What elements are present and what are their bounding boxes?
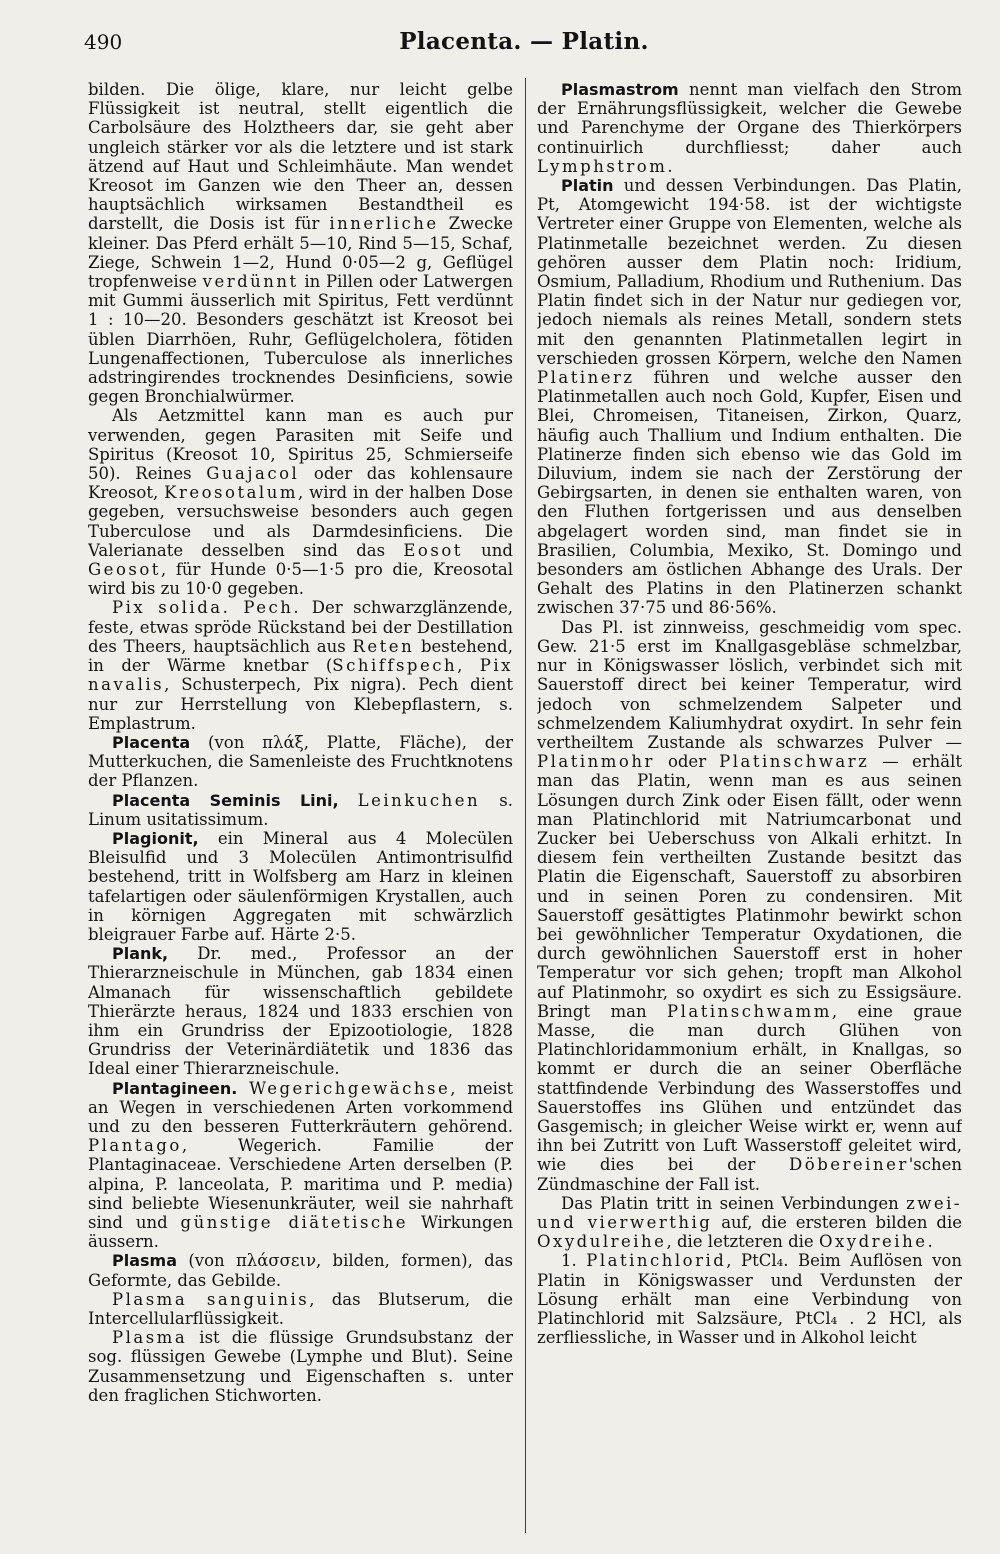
- spaced-term: Pix navalis: [88, 656, 513, 695]
- spaced-term: Plasma: [112, 1328, 188, 1348]
- text-run: ,: [457, 656, 480, 676]
- headword: Platin: [561, 176, 614, 196]
- text-run: (von πλάξ, Platte, Fläche), der Mutterkuchen, die Samenleiste des Fruchtknotens der Pflanzen.: [88, 732, 513, 791]
- text-run: .: [927, 1232, 933, 1252]
- paragraph: [537, 176, 962, 618]
- spaced-term: Platinerz: [537, 368, 635, 388]
- text-run: ist die flüssige Grundsubstanz der sog. flüssigen Gewebe (Lymphe und Blut). Seine Zusammensetzung und Eigenschaften s. unter den fraglichen Stichworten.: [88, 1328, 513, 1405]
- text-run: in Pillen oder Latwergen mit Gummi äusserlich mit Spiritus, Fett verdünnt 1 : 10—20. Besonders geschätzt ist Kreosot bei üblen Diarrhöen, Ruhr, Geflügelcholera, fötiden Lungenaffectionen, Tuberculose als innerliches adstringirendes trocknendes Desinficiens, sowie gegen Bronchialwürmer.: [88, 272, 513, 407]
- paragraph: [537, 1194, 962, 1252]
- text-run: [237, 1079, 249, 1098]
- text-run: Das Pl. ist zinnweiss, geschmeidig vom spec. Gew. 21·5 erst im Knallgasgebläse schmelzbar, nur in Königswasser löslich, verbindet sich mit Sauerstoff direct bei keiner Temperatur, wird jedoch von schmelzendem Salpeter und schmelzendem Kaliumhydrat oxydirt. In sehr fein vertheiltem Zustande als schwarzes Pulver —: [537, 617, 962, 752]
- spaced-term: Plasma sanguinis: [112, 1289, 310, 1309]
- spaced-term: Guajacol: [206, 464, 300, 484]
- paragraph: [88, 1251, 513, 1289]
- text-run: bestehend, in der Wärme knetbar (: [88, 636, 513, 676]
- text-run: führen und welche ausser den Platinmetallen auch noch Gold, Kupfer, Eisen und Blei, Chromeisen, Titaneisen, Zirkon, Quarz, häufig auch Thallium und Indium enthalten. Die Platinerze finden sich ebenso wie das Gold im Diluvium, indem sie nach der Zerstörung der Gebirgsarten, in denen sie enthalten waren, von den Fluthen fortgerissen und aus denselben abgelagert worden sind, man findet sie in Brasilien, Columbia, Mexiko, St. Domingo und besonders am östlichen Abhange des Urals. Der Gehalt des Platins in den Platinerzen schankt zwischen 37·75 und 86·56%.: [537, 368, 962, 618]
- headword: Plank,: [112, 944, 169, 964]
- spaced-term: Lymphstrom: [537, 156, 668, 176]
- text-run: , die letzteren die: [666, 1232, 819, 1252]
- left-column: [88, 80, 513, 1540]
- spaced-term: Oxydreihe: [818, 1232, 928, 1252]
- text-run: [339, 791, 358, 810]
- spaced-term: Eosot: [403, 540, 463, 560]
- paragraph: [88, 791, 513, 829]
- spaced-term: Reten: [352, 636, 415, 656]
- text-run: (von πλάσσειν, bilden, formen), das Geformte, das Gebilde.: [88, 1251, 513, 1290]
- text-run: ein Mineral aus 4 Molecülen Bleisulfid und 3 Molecülen Antimontrisulfid bestehend, tritt in Wolfsberg am Harz in kleinen tafelartigen oder säulenförmigen Krystallen, auch in körnigen Aggregaten mit schwärzlich bleigrauer Farbe auf. Härte 2·5.: [88, 828, 513, 944]
- paragraph: [88, 1079, 513, 1252]
- text-run: oder das kohlensaure Kreosot,: [88, 464, 513, 503]
- text-run: Dr. med., Professor an der Thierarzneischule in München, gab 1834 einen Almanach für wissenschaftlich gebildete Thierärzte heraus, 1824 und 1833 erschien von ihm ein Grundriss der Epizootiologie, 1828 Grundriss der Veterinärdiätetik und 1836 das Ideal einer Thierarzneischule.: [88, 944, 513, 1079]
- text-run: , wird in der halben Dose gegeben, versuchsweise besonders auch gegen Tuberculose und als Darmdesinficiens. Die Valerianate desselben sind das: [88, 483, 513, 560]
- text-run: , PtCl₄. Beim Auflösen von Platin in Königswasser und Verdunsten der Lösung erhält man eine Verbindung von Platinchlorid mit Salzsäure, PtCl₄ . 2 HCl, als zerfliessliche, in Wasser und in Alkohol leicht: [537, 1251, 962, 1348]
- text-run: , meist an Wegen in verschiedenen Arten vorkommend und zu den besseren Futterkräutern gehörend.: [88, 1078, 513, 1136]
- spaced-term: günstige diätetische: [180, 1212, 409, 1232]
- text-run: 1.: [561, 1251, 587, 1271]
- paragraph: [537, 618, 962, 1194]
- text-run: , für Hunde 0·5—1·5 pro die, Kreosotal wird bis zu 10·0 gegeben.: [88, 560, 513, 599]
- text-run: , eine graue Masse, die man durch Glühen von Platinchloridammonium erhält, in Knallgas, so kommt er durch die an seiner Oberfläche stattfindende Verbindung des Wasserstoffes und Sauerstoffes ins Glühen und entzündet das Gasgemisch; in gleicher Weise wirkt er, wenn auf ihn bei Zutritt von Luft Wasserstoff geleitet wird, wie dies bei der: [537, 1001, 962, 1175]
- text-run: Wirkungen äussern.: [88, 1212, 513, 1252]
- headword: Placenta Seminis Lini,: [112, 790, 339, 810]
- text-run: Das Platin tritt in seinen Verbindungen: [561, 1193, 907, 1213]
- text-run: bilden. Die ölige, klare, nur leicht gelbe Flüssigkeit ist neutral, stellt eigentlich die Carbolsäure des Holztheers dar, sie geht aber ungleich stärker vor als die letztere und ist stark ätzend auf Haut und Schleimhäute. Man wendet Kreosot im Ganzen wie den Theer an, dessen hauptsächlich wirksamen Bestandtheil es darstellt, die Dosis ist für: [88, 80, 513, 234]
- spaced-term: Platinschwarz: [719, 752, 870, 772]
- text-run: , Wegerich. Familie der Plantaginaceae. Verschiedene Arten derselben (P. alpina, P. lanceolata, P. maritima und P. media) sind beliebte Wiesenunkräuter, weil sie nahrhaft sind und: [88, 1136, 513, 1232]
- spaced-term: Geosot: [88, 560, 161, 580]
- headword: Plantagineen.: [112, 1078, 238, 1098]
- spaced-term: Wegerichgewächse: [249, 1078, 451, 1098]
- text-run: und dessen Verbindungen. Das Platin, Pt, Atomgewicht 194·58. ist der wichtigste Vertreter einer Gruppe von Elementen, welche als Platinmetalle bezeichnet werden. Zu diesen gehören ausser dem Platin noch: Iridium, Osmium, Palladium, Rhodium und Ruthenium. Das Platin findet sich in der Natur nur gediegen vor, jedoch niemals als reines Metall, sondern stets mit den genannten Platinmetallen legirt in verschieden grossen Körpern, welche den Namen: [537, 176, 962, 368]
- text-run: Zwecke kleiner. Das Pferd erhält 5—10, Rind 5—15, Schaf, Ziege, Schwein 1—2, Hund 0·05—2 g, Geflügel tropfenweise: [88, 214, 513, 292]
- paragraph: [88, 944, 513, 1078]
- text-run: oder: [654, 752, 720, 772]
- right-column: [537, 80, 962, 1540]
- headword: Plasma: [112, 1251, 177, 1271]
- spaced-term: Pix solida. Pech.: [112, 598, 302, 618]
- text-run: und: [462, 540, 513, 560]
- paragraph: [537, 1251, 962, 1347]
- spaced-term: Platinchlorid: [586, 1251, 727, 1271]
- spaced-term: Schiffspech: [332, 656, 458, 676]
- text-run: Der schwarzglänzende, feste, etwas spröde Rückstand bei der Destillation des Theers, hauptsächlich aus: [88, 598, 513, 656]
- paragraph: [88, 829, 513, 944]
- paragraph: [88, 406, 513, 598]
- spaced-term: Oxydulreihe: [537, 1232, 667, 1252]
- text-run: .: [667, 156, 673, 176]
- spaced-term: zwei- und vierwerthig: [537, 1193, 962, 1232]
- text-run: nennt man vielfach den Strom der Ernährungsflüssigkeit, welcher die Gewebe und Parenchyme der Organe des Thierkörpers continuirlich durchfliesst; daher auch: [537, 80, 962, 157]
- headword: Placenta: [112, 732, 191, 752]
- running-title: Placenta. — Platin.: [399, 28, 649, 55]
- paragraph: [88, 733, 513, 791]
- text-run: 'schen Zündmaschine der Fall ist.: [537, 1155, 962, 1194]
- text-run: — erhält man das Platin, wenn man es aus seinen Lösungen durch Zink oder Eisen fällt, oder wenn man Platinchlorid mit Natriumcarbonat und Zucker bei Ueberschuss von Alkali erhitzt. In diesem fein vertheilten Zustande besitzt das Platin die Eigenschaft, Sauerstoff zu absorbiren und in seinen Poren zu condensiren. Mit Sauerstoff gesättigtes Platinmohr bewirkt schon bei gewöhnlicher Temperatur Oxydationen, die durch gewöhnlichen Sauerstoff erst in hoher Temperatur vor sich gehen; tropft man Alkohol auf Platinmohr, so oxydirt es sich zu Essigsäure. Bringt man: [537, 752, 962, 1021]
- page-header: [84, 24, 964, 60]
- headword: Plasmastrom: [561, 80, 679, 99]
- spaced-term: innerliche: [329, 214, 439, 234]
- paragraph: [88, 1328, 513, 1405]
- text-run: , Schusterpech, Pix nigra). Pech dient nur zur Herrstellung von Klebepflastern, s. Emplastrum.: [88, 675, 513, 733]
- paragraph: [537, 80, 962, 176]
- text-run: auf, die ersteren bilden die: [712, 1212, 962, 1232]
- spaced-term: Leinkuchen: [357, 790, 481, 810]
- text-run: , das Blutserum, die Intercellularflüssigkeit.: [88, 1289, 513, 1328]
- paragraph: [88, 1290, 513, 1328]
- spaced-term: Kreosotalum: [164, 483, 298, 503]
- spaced-term: Platinmohr: [537, 752, 655, 772]
- spaced-term: Döbereiner: [789, 1155, 909, 1175]
- spaced-term: Plantago: [88, 1136, 182, 1156]
- spaced-term: Platinschwamm: [667, 1001, 832, 1021]
- column-divider: [525, 78, 526, 1533]
- spaced-term: verdünnt: [202, 272, 299, 292]
- paragraph: [88, 598, 513, 732]
- headword: Plagionit,: [112, 828, 199, 848]
- page-number: 490: [84, 30, 123, 54]
- paragraph: [88, 80, 513, 406]
- text-run: s. Linum usitatissimum.: [88, 790, 513, 829]
- text-run: Als Aetzmittel kann man es auch pur verwenden, gegen Parasiten mit Seife und Spiritus (Kreosot 10, Spiritus 25, Schmierseife 50). Reines: [88, 406, 513, 484]
